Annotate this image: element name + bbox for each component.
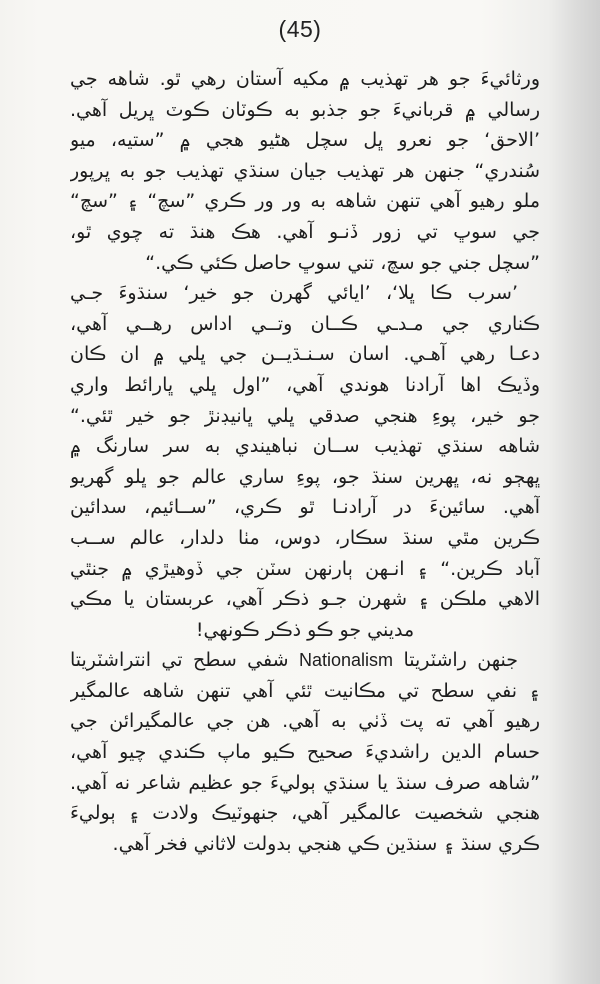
text-line: شاهه سنڌي تهذيب ســان نباهيندي به سر سارنگ ۾ xyxy=(70,435,540,458)
text-line: ڪناري جي مـدـي ڪــان وتــي اداس رهــي آهي، xyxy=(70,312,540,335)
text-line: رهيو آهي ته پت ڏٺي به آهي. هن جي عالمگيرائن جي xyxy=(70,710,540,733)
text-line: ورثائيءَ جو هر تهذيب ۾ مکيه آستان رهي ٿو. شاهه جي xyxy=(70,68,540,90)
text-line: آباد ڪرين.“ ۽ انـهن ٻارنهن سٽن جي ڏوهيڙي ۾ جنٿي xyxy=(70,557,540,580)
text-line: حسام الدين راشديءَ صحيح ڪيو ماپ ڪندي چيو آهي، xyxy=(70,741,540,764)
page-number: (45) xyxy=(278,16,322,42)
text-line: الاهي ملڪن ۽ شهرن جـو ذڪر آهي، عربستان يا مڪي xyxy=(70,588,540,611)
text-line: رسالي ۾ قربانيءَ جو جذبو به ڪوٽان ڪوٽ ڀريل آهي. xyxy=(70,98,540,121)
text-line: ”شاهه صرف سنڌ يا سنڌي ٻوليءَ جو عظيم شاعر نه آهي. xyxy=(70,771,540,794)
text-line: وڏيڪ اها آرادنا هوندي آهي، ”اول ڀلي ڀارائط واري xyxy=(70,373,540,396)
text-line: جو خير، پوءِ هنجي صدقي ڀلي ڀانيڊنڙ جو خير ٿئي.“ xyxy=(70,404,540,427)
text-line: سُندري“ جنهن هر تهذيب جيان سنڌي تهذيب جو به ڀرپور xyxy=(70,159,540,182)
body-text xyxy=(70,64,540,859)
text-line: ”سچل جني جو سچ، تني سوڀ حاصل ڪئي ڪي.“ xyxy=(145,251,540,274)
text-line: آهي. سائينءَ در آرادنـا ٿو ڪري، ”ســائيم، سدائين xyxy=(70,496,540,519)
text-line: ملو رهيو آهي تنهن شاهه به ور ور ڪري ”سچ“ ۽ ”سچ“ xyxy=(70,190,540,213)
paragraph-start-line: ’سرب ڪا ڀلا‘، ’ايائي گهرن جو خير‘ سنڌوءَ جـي xyxy=(70,282,518,305)
text-line: هنجي شخصيت عالمگير آهي، جنهوٽيڪ ولادت ۽ ٻوليءَ xyxy=(70,802,540,825)
text-line: ڪرين مٿي سنڌ سڪار، دوس، مٺا دلدار، عالم ســب xyxy=(70,526,540,549)
text-line: ڀهڄو نه، ڀهرين سنڌ جو، پوءِ ساري عالم جو ڀلو گهريو xyxy=(70,465,540,488)
text-line-with-latin: جنهن راشٽريتا Nationalism شفي سطح تي انتراشٽريتا xyxy=(70,649,518,672)
text-line: دعـا رهي آهـي. اسان سـنـڌيــن جي ڀلي ۾ ان ڪان xyxy=(70,343,540,366)
text-line: ۽ نفي سطح تي مڪانيت ٿئي آهي تنهن شاهه عالمگير xyxy=(70,679,540,702)
paragraph-start-line xyxy=(70,645,540,676)
text-line: جي سوڀ تي زور ڏنـو آهي. هڪ هنڌ ته چوي ٿو، xyxy=(70,220,540,243)
text-line: مديني جو ڪو ذڪر ڪونهي! xyxy=(195,618,415,641)
latin-term: Nationalism xyxy=(298,650,394,671)
text-line: ’الاحق‘ جو نعرو ڀل سچل هڻيو هجي ۾ ”ستيه، ميو xyxy=(70,129,540,152)
text-line: ڪري سنڌ ۽ سنڌين ڪي هنجي بدولت لاثاني فخر آهي. xyxy=(112,832,540,855)
